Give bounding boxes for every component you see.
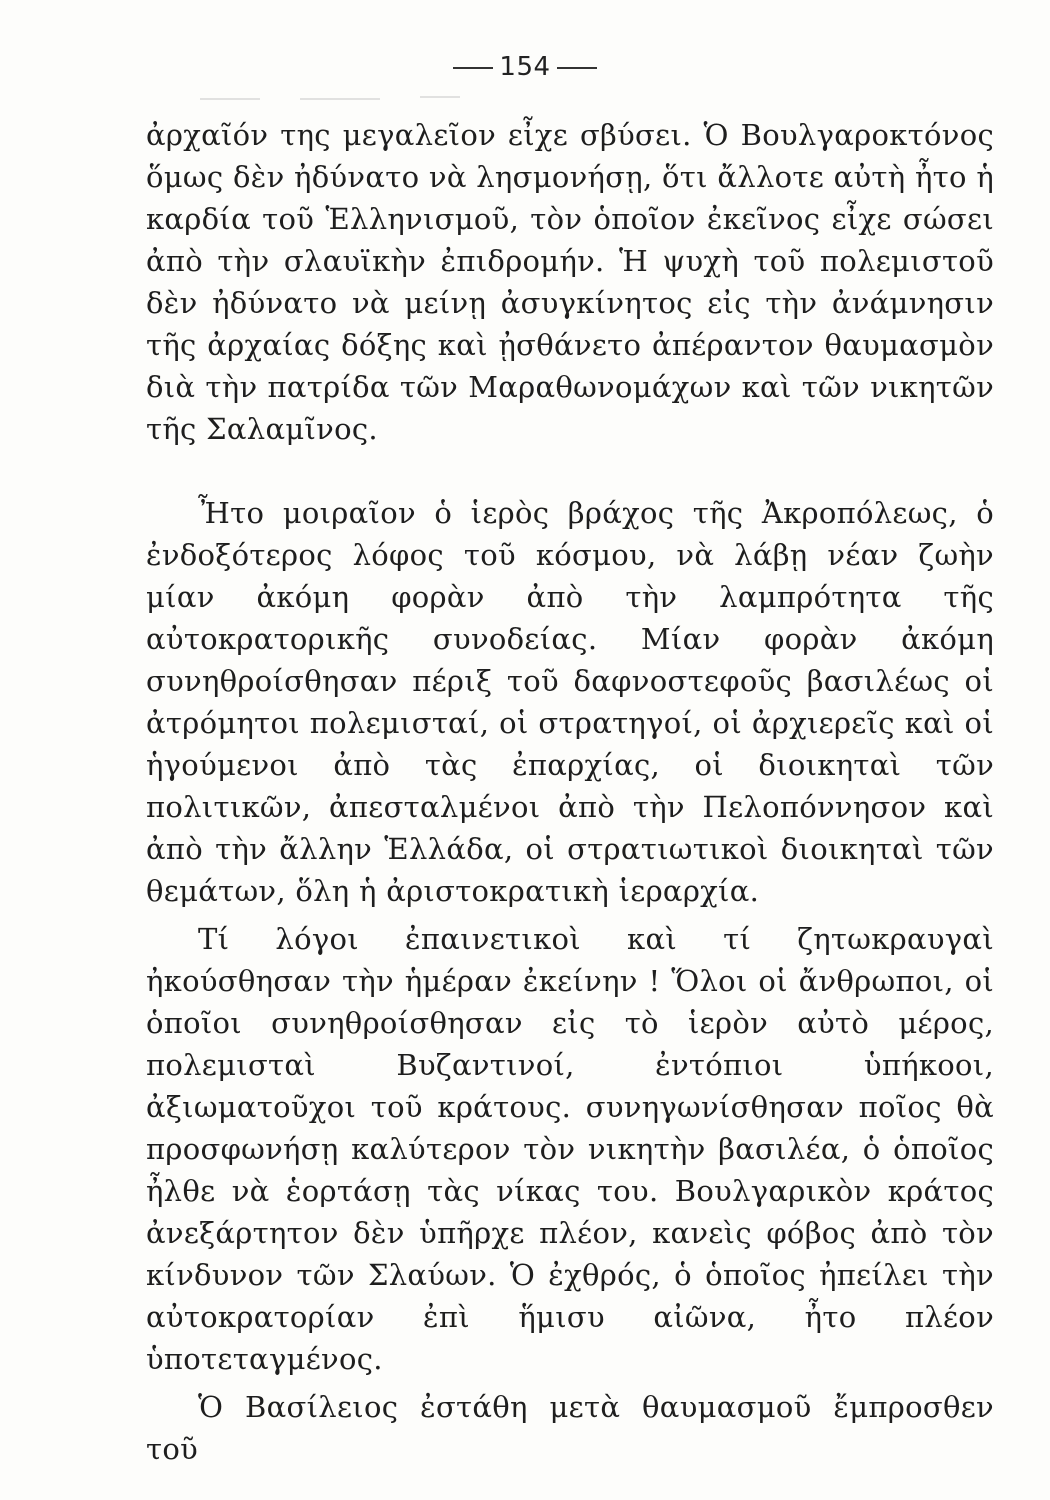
body-text	[146, 114, 994, 1470]
paragraph-2: Ἦτο μοιραῖον ὁ ἱερὸς βράχος τῆς Ἀκροπόλεως, ὁ ἐνδοξότερος λόφος τοῦ κόσμου, νὰ λάβῃ νέαν ζωὴν μίαν ἀκόμη φορὰν ἀπὸ τὴν λαμπρότητα τῆς αὐτοκρατορικῆς συνοδείας. Μίαν φορὰν ἀκόμη συνηθροίσθησαν πέριξ τοῦ δαφνοστεφοῦς βασιλέως οἱ ἀτρόμητοι πολεμισταί, οἱ στρατηγοί, οἱ ἀρχιερεῖς καὶ οἱ ἡγούμενοι ἀπὸ τὰς ἐπαρχίας, οἱ διοικηταὶ τῶν πολιτικῶν, ἀπεσταλμένοι ἀπὸ τὴν Πελοπόννησον καὶ ἀπὸ τὴν ἄλλην Ἑλλάδα, οἱ στρατιωτικοὶ διοικηταὶ τῶν θεμάτων, ὅλη ἡ ἀριστοκρατικὴ ἱεραρχία.	[146, 496, 994, 908]
paragraph-4: Ὁ Βασίλειος ἐστάθη μετὰ θαυμασμοῦ ἔμπροσθεν τοῦ	[146, 1390, 994, 1466]
scan-artifact	[200, 98, 260, 100]
page-number-text: 154	[499, 52, 551, 82]
page-number	[0, 52, 1050, 82]
paragraph-3: Τί λόγοι ἐπαινετικοὶ καὶ τί ζητωκραυγαὶ ἠκούσθησαν τὴν ἡμέραν ἐκείνην ! Ὅλοι οἱ ἄνθρωποι, οἱ ὁποῖοι συνηθροίσθησαν εἰς τὸ ἱερὸν αὐτὸ μέρος, πολεμισταὶ Βυζαντινοί, ἐντόπιοι ὑπήκοοι, ἀξιωματοῦχοι τοῦ κράτους. συνηγωνίσθησαν ποῖος θὰ προσφωνήσῃ καλύτερον τὸν νικητὴν βασιλέα, ὁ ὁποῖος ἦλθε νὰ ἑορτάσῃ τὰς νίκας του. Βουλγαρικὸν κράτος ἀνεξάρτητον δὲν ὑπῆρχε πλέον, κανεὶς φόβος ἀπὸ τὸν κίνδυνον τῶν Σλαύων. Ὁ ἐχθρός, ὁ ὁποῖος ἠπείλει τὴν αὐτοκρατορίαν ἐπὶ ἥμισυ αἰῶνα, ἦτο πλέον ὑποτεταγμένος.	[146, 922, 994, 1376]
dash-left	[453, 67, 493, 69]
scan-artifact	[420, 96, 460, 98]
dash-right	[557, 67, 597, 69]
scan-artifact	[300, 98, 380, 100]
paragraph-1: ἀρχαῖόν της μεγαλεῖον εἶχε σβύσει. Ὁ Βουλγαροκτόνος ὅμως δὲν ἠδύνατο νὰ λησμονήσῃ, ὅτι ἄλλοτε αὐτὴ ἦτο ἡ καρδία τοῦ Ἑλληνισμοῦ, τὸν ὁποῖον ἐκεῖνος εἶχε σώσει ἀπὸ τὴν σλαυϊκὴν ἐπιδρομήν. Ἡ ψυχὴ τοῦ πολεμιστοῦ δὲν ἠδύνατο νὰ μείνῃ ἀσυγκίνητος εἰς τὴν ἀνάμνησιν τῆς ἀρχαίας δόξης καὶ ᾐσθάνετο ἀπέραντον θαυμασμὸν διὰ τὴν πατρίδα τῶν Μαραθωνομάχων καὶ τῶν νικητῶν τῆς Σαλαμῖνος.	[146, 118, 994, 446]
